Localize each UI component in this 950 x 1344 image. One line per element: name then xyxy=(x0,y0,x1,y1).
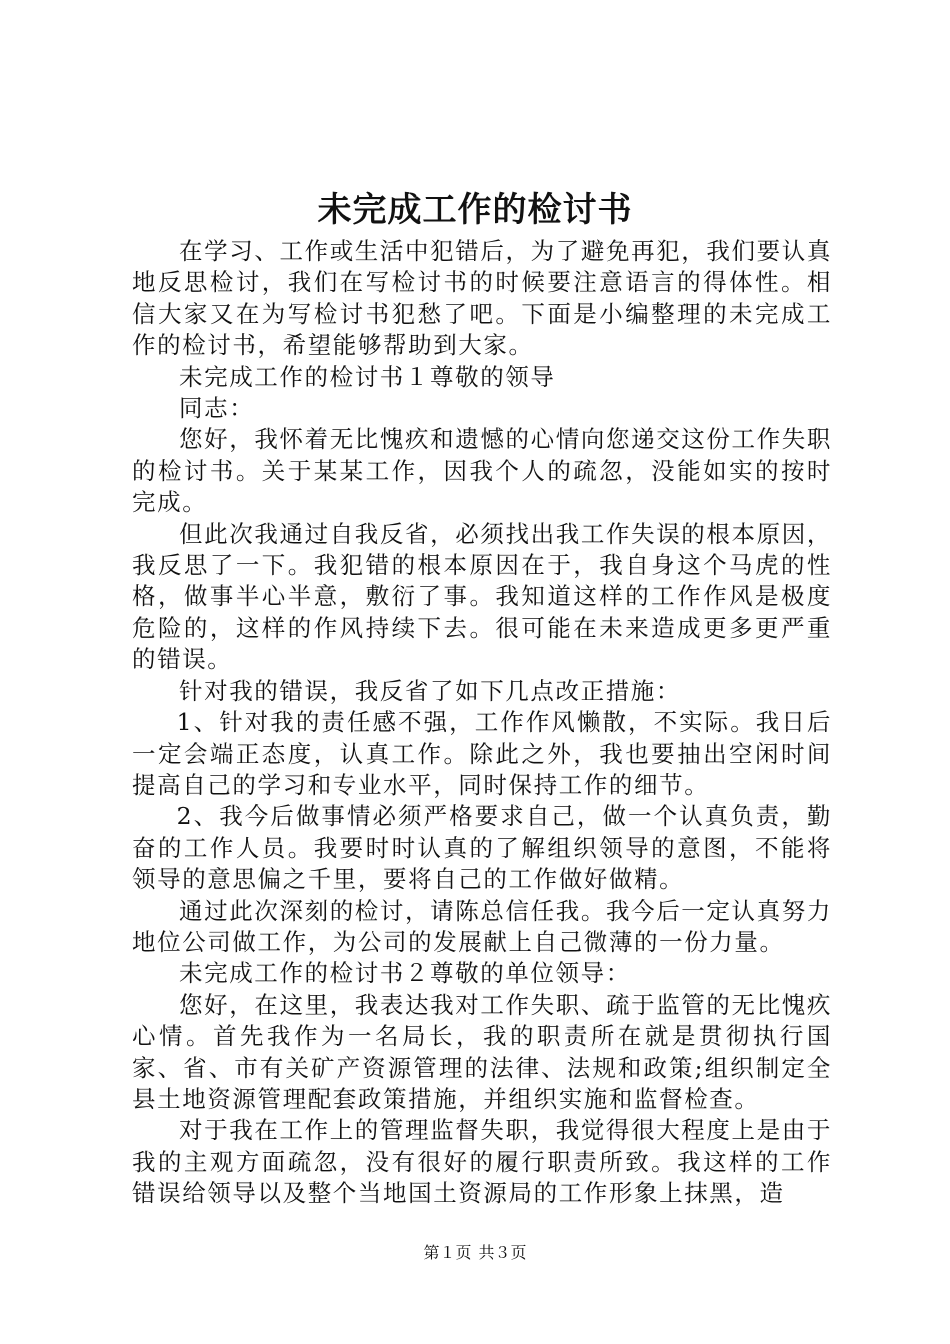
paragraph-greeting: 您好，我怀着无比愧疚和遗憾的心情向您递交这份工作失职的检讨书。关于某某工作，因我个人的疏忽，没能如实的按时完成。 xyxy=(132,425,832,517)
page-footer xyxy=(0,1242,950,1264)
paragraph-intro: 在学习、工作或生活中犯错后，为了避免再犯，我们要认真地反思检讨，我们在写检讨书的时候要注意语言的得体性。相信大家又在为写检讨书犯愁了吧。下面是小编整理的未完成工作的检讨书，希望能够帮助到大家。 xyxy=(132,237,832,360)
paragraph-heading-1: 未完成工作的检讨书１尊敬的领导 xyxy=(179,362,556,391)
paragraph-heading-2: 未完成工作的检讨书２尊敬的单位领导： xyxy=(179,959,631,988)
paragraph-greeting-2: 您好，在这里，我表达我对工作失职、疏于监管的无比愧疚心情。首先我作为一名局长，我的职责所在就是贯彻执行国家、省、市有关矿产资源管理的法律、法规和政策;组织制定全县土地资源管理配套政策措施，并组织实施和监督检查。 xyxy=(132,990,832,1113)
page-number: 第１页 xyxy=(423,1243,472,1262)
page-total: 共３页 xyxy=(478,1243,527,1262)
document-body xyxy=(132,236,832,1210)
paragraph-measures-intro: 针对我的错误，我反省了如下几点改正措施： xyxy=(179,676,681,705)
paragraph-closing-1: 通过此次深刻的检讨，请陈总信任我。我今后一定认真努力地位公司做工作，为公司的发展献上自己微薄的一份力量。 xyxy=(132,896,832,956)
paragraph-measure-2: 2、我今后做事情必须严格要求自己，做一个认真负责，勤奋的工作人员。我要时时认真的了解组织领导的意图，不能将领导的意思偏之千里，要将自己的工作做好做精。 xyxy=(132,802,832,894)
paragraph-measure-1: 1、针对我的责任感不强，工作作风懒散，不实际。我日后一定会端正态度，认真工作。除此之外，我也要抽出空闲时间提高自己的学习和专业水平，同时保持工作的细节。 xyxy=(132,708,832,799)
paragraph-reflection: 但此次我通过自我反省，必须找出我工作失误的根本原因，我反思了一下。我犯错的根本原因在于，我自身这个马虎的性格，做事半心半意，敷衍了事。我知道这样的工作作风是极度危险的，这样的作风持续下去。很可能在未来造成更多更严重的错误。 xyxy=(132,519,832,674)
document-title: 未完成工作的检讨书 xyxy=(317,190,633,230)
paragraph-reflection-2: 对于我在工作上的管理监督失职，我觉得很大程度上是由于我的主观方面疏忽，没有很好的履行职责所致。我这样的工作错误给领导以及整个当地国土资源局的工作形象上抹黑，造 xyxy=(132,1116,832,1208)
paragraph-salutation: 同志： xyxy=(179,394,255,423)
